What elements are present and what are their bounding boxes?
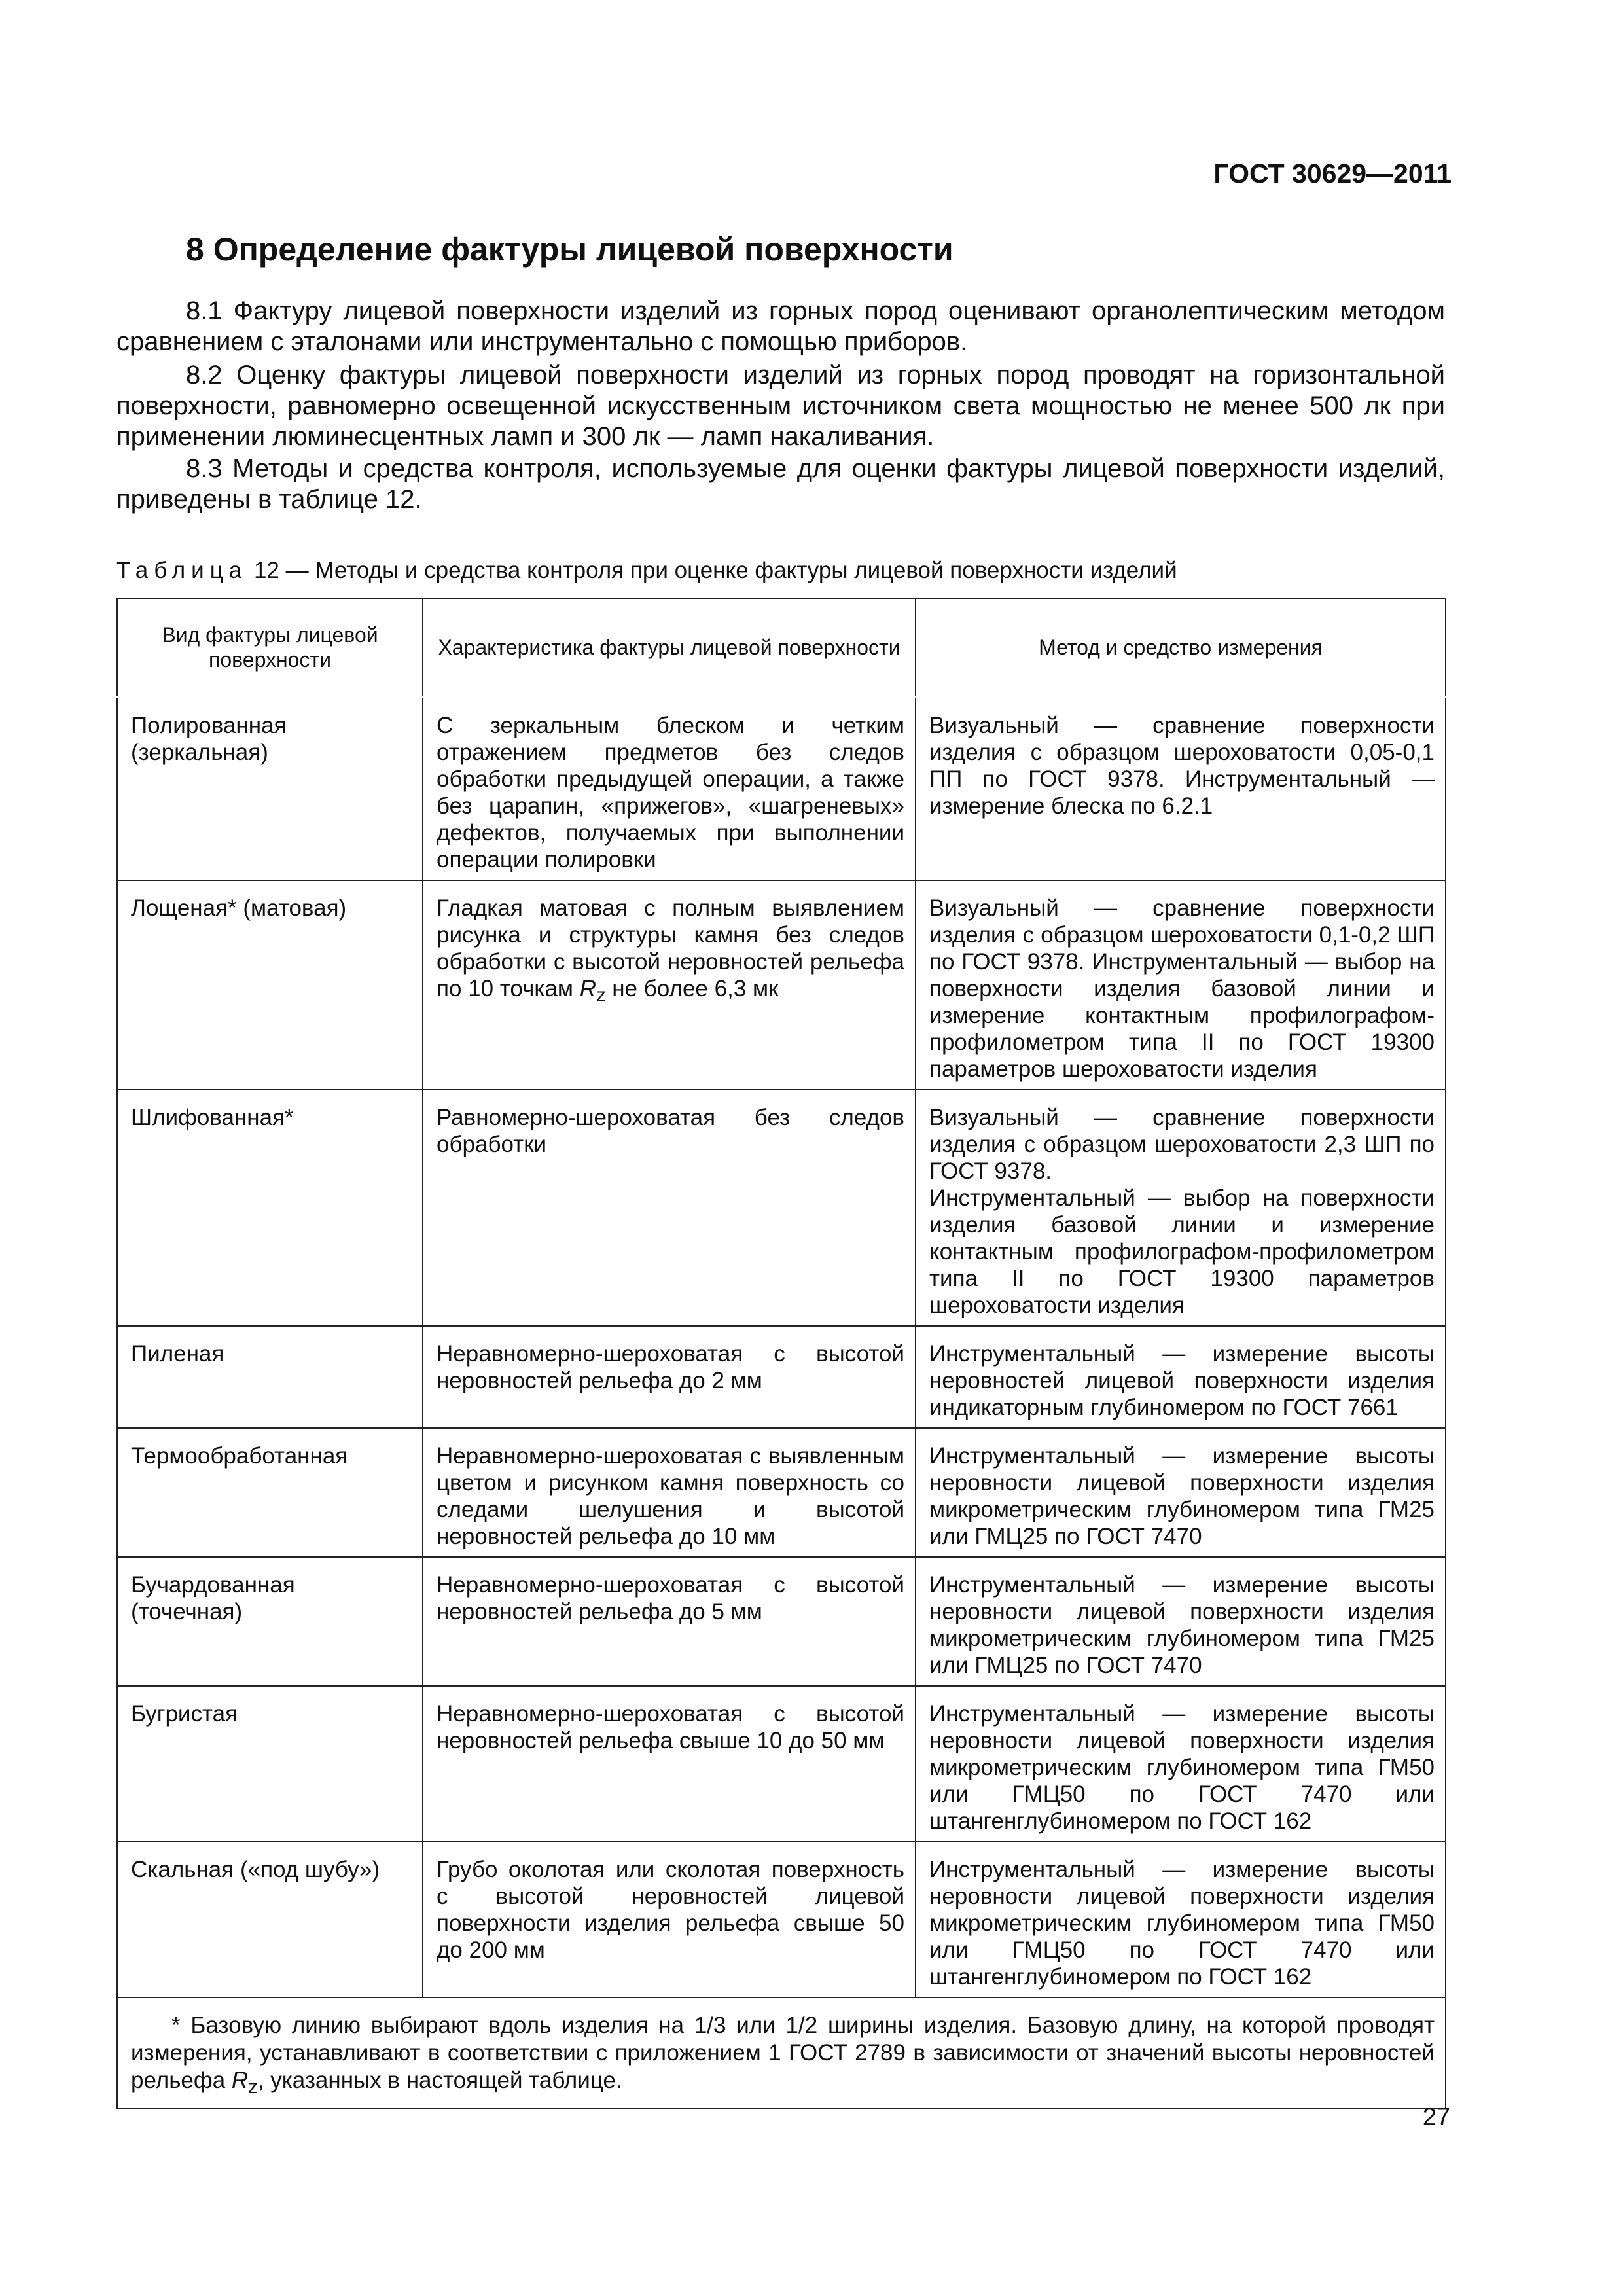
method-cell: Инструментальный — измерение высоты неровности лицевой поверхности изделия микрометрическим глубиномером типа ГМ50 или ГМЦ50 по ГОСТ 7470 или штангенглубиномером по ГОСТ 162 <box>916 1686 1446 1842</box>
characteristic-cell: С зеркальным блеском и четким отражением предметов без следов обработки предыдущей операции, а также без царапин, «прижегов», «шагреневых» дефектов, получаемых при выполнении операции полировки <box>423 697 916 880</box>
surface-type-cell: Бучардованная (точечная) <box>117 1557 423 1686</box>
table-row <box>117 1842 1446 1998</box>
method-instrumental: Инструментальный — выбор на поверхности изделия базовой линии и измерение контактным профилографом-профилометром типа II по ГОСТ 19300 параметров шероховатости изделия <box>929 1185 1435 1318</box>
table-row <box>117 1428 1446 1557</box>
characteristic-cell: Неравномерно-шероховатая с высотой неровностей рельефа до 5 мм <box>423 1557 916 1686</box>
paragraph-8-1: 8.1 Фактуру лицевой поверхности изделий из горных пород оценивают органолептическим методом сравнением с эталонами или инструментально с помощью приборов. <box>116 296 1445 356</box>
surface-type-cell: Термообработанная <box>117 1428 423 1557</box>
characteristic-cell: Неравномерно-шероховатая с высотой неровностей рельефа свыше 10 до 50 мм <box>423 1686 916 1842</box>
method-cell: Визуальный — сравнение поверхности изделия с образцом шероховатости 0,05-0,1 ПП по ГОСТ 9378. Инструментальный — измерение блеска по 6.2.1 <box>916 697 1446 880</box>
paragraph-8-2: 8.2 Оценку фактуры лицевой поверхности изделий из горных пород проводят на горизонтальной поверхности, равномерно освещенной искусственным источником света мощностью не менее 500 лк при применении люминесцентных ламп и 300 лк — ламп накаливания. <box>116 361 1445 451</box>
section-title: 8 Определение фактуры лицевой поверхности <box>186 231 954 268</box>
footnote-text: * Базовую линию выбирают вдоль изделия на 1/3 или 1/2 ширины изделия. Базовую длину, на которой проводят измерения, устанавливают в соответствии с приложением 1 ГОСТ 2789 в зависимости от значений высоты неровностей рельефа <box>131 2013 1435 2093</box>
table-caption <box>116 558 1177 584</box>
header-characteristic: Характеристика фактуры лицевой поверхности <box>423 598 916 697</box>
methods-table <box>116 598 1446 2109</box>
method-visual: Визуальный — сравнение поверхности изделия с образцом шероховатости 2,3 ШП по ГОСТ 9378. <box>929 1105 1435 1184</box>
method-cell: Инструментальный — измерение высоты неровности лицевой поверхности изделия микрометрическим глубиномером типа ГМ25 или ГМЦ25 по ГОСТ 7470 <box>916 1557 1446 1686</box>
page-number: 27 <box>1422 2104 1450 2131</box>
characteristic-cell: Неравномерно-шероховатая с высотой неровностей рельефа до 2 мм <box>423 1326 916 1428</box>
method-cell: Визуальный — сравнение поверхности изделия с образцом шероховатости 0,1-0,2 ШП по ГОСТ 9378. Инструментальный — выбор на поверхности изделия базовой линии и измерение контактным профилографом-профилометром типа II по ГОСТ 19300 параметров шероховатости изделия <box>916 880 1446 1090</box>
characteristic-cell: Неравномерно-шероховатая с выявленным цветом и рисунком камня поверхность со следами шелушения и высотой неровностей рельефа до 10 мм <box>423 1428 916 1557</box>
paragraph-8-3: 8.3 Методы и средства контроля, используемые для оценки фактуры лицевой поверхности изделий, приведены в таблице 12. <box>116 454 1445 514</box>
footnote-text: , указанных в настоящей таблице. <box>257 2068 622 2093</box>
roughness-subscript: z <box>596 985 606 1006</box>
header-surface-type: Вид фактуры лицевой поверхности <box>117 598 423 697</box>
method-cell: Инструментальный — измерение высоты неровностей лицевой поверхности изделия индикаторным глубиномером по ГОСТ 7661 <box>916 1326 1446 1428</box>
characteristic-cell <box>423 880 916 1090</box>
roughness-subscript: z <box>248 2077 258 2098</box>
table-row <box>117 880 1446 1090</box>
method-cell: Инструментальный — измерение высоты неровности лицевой поверхности изделия микрометрическим глубиномером типа ГМ50 или ГМЦ50 по ГОСТ 7470 или штангенглубиномером по ГОСТ 162 <box>916 1842 1446 1998</box>
characteristic-cell: Равномерно-шероховатая без следов обработки <box>423 1090 916 1326</box>
table-header-row <box>117 598 1446 697</box>
characteristic-cell: Грубо околотая или сколотая поверхность с высотой неровностей лицевой поверхности изделия рельефа свыше 50 до 200 мм <box>423 1842 916 1998</box>
surface-type-cell: Шлифованная* <box>117 1090 423 1326</box>
header-method: Метод и средство измерения <box>916 598 1446 697</box>
characteristic-text: не более 6,3 мк <box>605 976 779 1001</box>
method-cell <box>916 1090 1446 1326</box>
table-row <box>117 1090 1446 1326</box>
roughness-symbol: R <box>579 976 596 1001</box>
table-row <box>117 1326 1446 1428</box>
surface-type-cell: Скальная («под шубу») <box>117 1842 423 1998</box>
surface-type-cell: Полированная (зеркальная) <box>117 697 423 880</box>
roughness-symbol: R <box>231 2068 249 2093</box>
table-row <box>117 1686 1446 1842</box>
document-code: ГОСТ 30629—2011 <box>1213 158 1452 188</box>
surface-type-cell: Лощеная* (матовая) <box>117 880 423 1090</box>
characteristic-text: Гладкая матовая с полным выявлением рисунка и структуры камня без следов обработки с высотой неровностей рельефа по 10 точкам <box>437 895 904 1001</box>
table-row <box>117 1557 1446 1686</box>
table-footnote <box>117 1998 1446 2108</box>
surface-type-cell: Пиленая <box>117 1326 423 1428</box>
table-footnote-row <box>117 1998 1446 2108</box>
table-caption-text: 12 — Методы и средства контроля при оценке фактуры лицевой поверхности изделий <box>253 558 1177 583</box>
table-row <box>117 697 1446 880</box>
table-caption-label: Таблица <box>116 558 248 583</box>
surface-type-cell: Бугристая <box>117 1686 423 1842</box>
method-cell: Инструментальный — измерение высоты неровности лицевой поверхности изделия микрометрическим глубиномером типа ГМ25 или ГМЦ25 по ГОСТ 7470 <box>916 1428 1446 1557</box>
